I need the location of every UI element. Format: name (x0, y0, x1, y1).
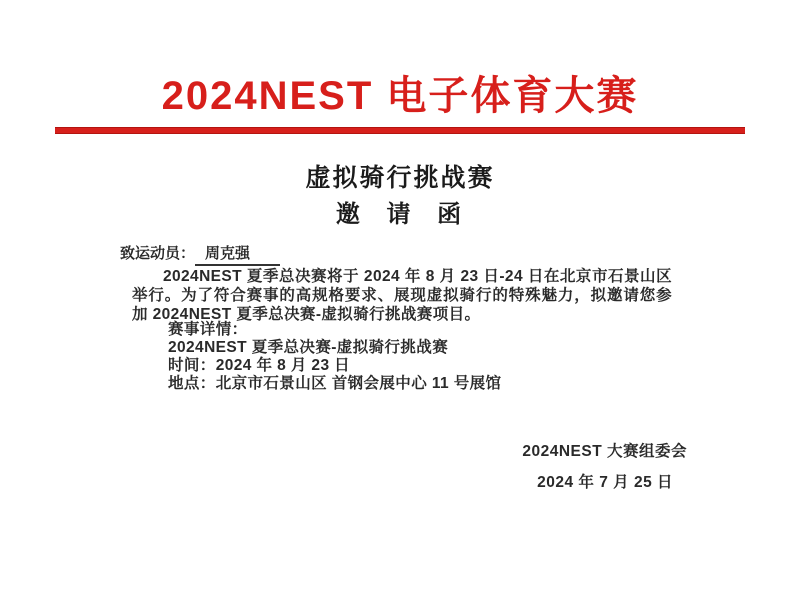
letter-type-heading: 邀 请 函 (335, 201, 465, 228)
red-divider-line (55, 127, 745, 134)
recipient-line (120, 242, 280, 266)
details-venue-line: 地点：北京市石景山区 首钢会展中心 11 号展馆 (168, 375, 502, 392)
document-title: 2024NEST 电子体育大赛 (161, 74, 639, 118)
details-time-line: 时间：2024 年 8 月 23 日 (168, 357, 351, 374)
signature-organization: 2024NEST 大赛组委会 (522, 443, 687, 460)
event-subtitle: 虚拟骑行挑战赛 (305, 164, 495, 192)
recipient-label: 致运动员： (120, 245, 196, 262)
event-details-block (168, 321, 501, 393)
details-heading: 赛事详情： (168, 321, 248, 338)
recipient-name: 周克强 (195, 242, 280, 266)
signature-date: 2024 年 7 月 25 日 (537, 474, 673, 491)
body-paragraph: 2024NEST 夏季总决赛将于 2024 年 8 月 23 日-24 日在北京市石景山区举行。为了符合赛事的高规格要求、展现虚拟骑行的特殊魅力，拟邀请您参加 2024NEST 夏季总决赛-虚拟骑行挑战赛项目。 (132, 268, 672, 323)
details-event-name: 2024NEST 夏季总决赛-虚拟骑行挑战赛 (168, 339, 449, 356)
